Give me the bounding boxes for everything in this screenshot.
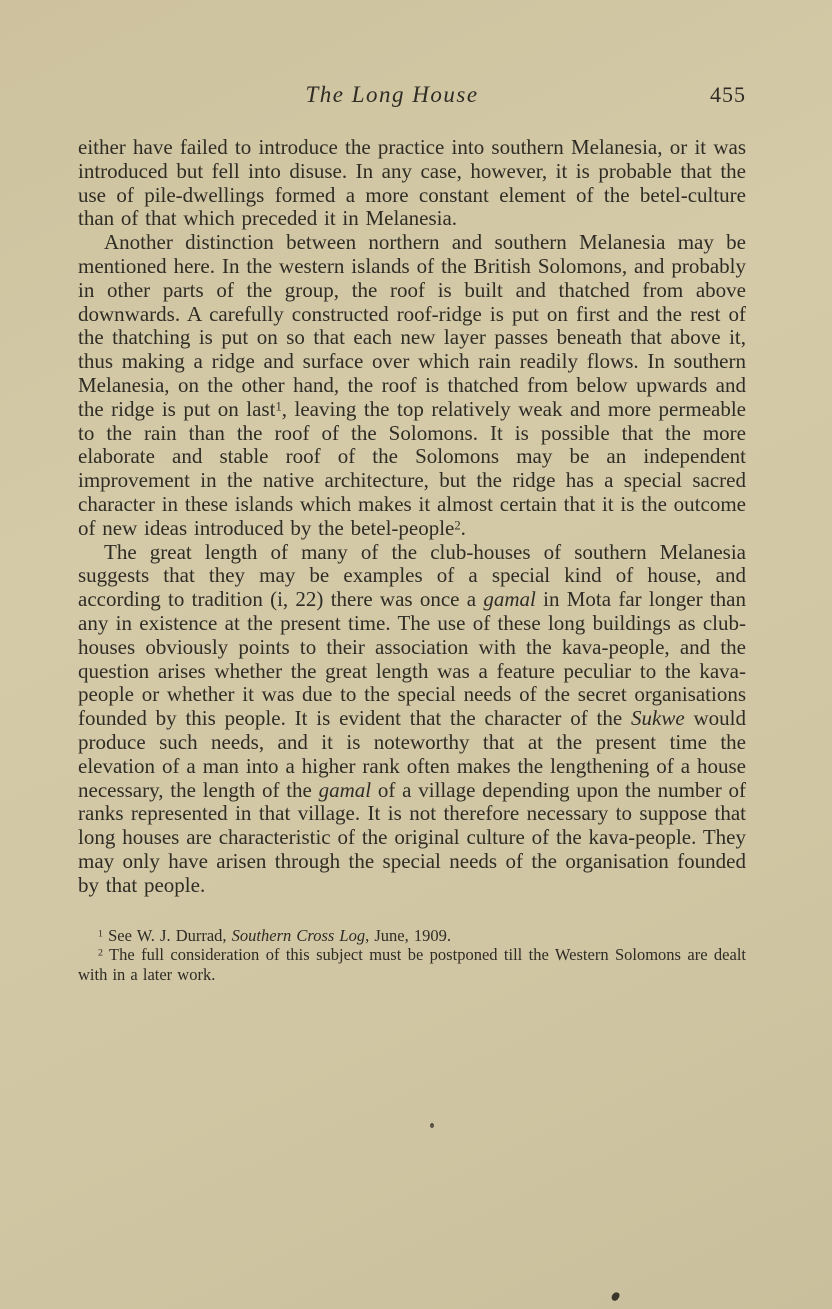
italic-term-sukwe: Sukwe (631, 706, 685, 731)
footnote-2 (78, 945, 746, 985)
paragraph-1 (78, 136, 746, 231)
text-segment: would produce such needs, and it is noteworthy that at the present time the elevation of a man into a higher rank often makes the lengthening of a house necessary, the length of the (78, 706, 747, 802)
italic-title-southern-cross-log: Southern Cross Log (231, 925, 366, 945)
italic-term-gamal: gamal (483, 587, 536, 612)
text-segment: in Mota far longer than any in existence at the present time. The use of these long buildings as club-houses obviously points to their association with the kava-people, and the question arises whether the great length was a feature peculiar to the kava-people or whether it was due to the special needs of the secret organisations founded by this people. It is evident that the character of the (78, 587, 746, 731)
footnote-number-1: 1 (98, 928, 103, 940)
text-segment: of a village depending upon the number of ranks represented in that village. It is not therefore necessary to suppose that long houses are characteristic of the original culture of the kava-people. They may only have arisen through the special needs of the organisation founded by that people. (78, 777, 746, 897)
footnote-marker-2: 2 (454, 518, 461, 533)
page-header (78, 82, 746, 112)
text-segment: , leaving the top relatively weak and more permeable to the rain than the roof of the Solomons. It is possible that the more elaborate and stable roof of the Solomons may be an independent improvement in the native architecture, but the ridge has a special sacred character in these islands which makes it almost certain that it is the outcome of new ideas introduced by the betel-people (78, 396, 746, 540)
footnotes-section (78, 926, 746, 985)
footnote-1 (78, 926, 746, 946)
paragraph-3 (78, 541, 746, 898)
running-title: The Long House (305, 82, 479, 107)
scan-speck (430, 1123, 434, 1128)
text-segment: The great length of many of the club-houses of southern Melanesia suggests that they may be examples of a special kind of house, and according to tradition (i, 22) there was once a (78, 539, 746, 612)
page-number: 455 (710, 82, 746, 107)
italic-term-gamal: gamal (318, 777, 372, 802)
body-text (78, 136, 746, 898)
text-segment: The full consideration of this subject must be postponed till the Western Solomons are dealt with in a later work. (78, 945, 746, 985)
text-segment: , June, 1909. (365, 925, 451, 945)
text-segment: either have failed to introduce the practice into southern Melanesia, or it was introduced but fell into disuse. In any case, however, it is probable that the use of pile-dwellings formed a more constant element of the betel-culture than of that which preceded it in Melanesia. (78, 135, 746, 231)
footnote-marker-1: 1 (275, 399, 282, 414)
text-segment: . (460, 515, 466, 540)
footnote-number-2: 2 (98, 947, 103, 959)
paragraph-2 (78, 231, 746, 540)
text-segment: Another distinction between northern and southern Melanesia may be mentioned here. In the western islands of the British Solomons, and probably in other parts of the group, the roof is built and thatched from above downwards. A carefully constructed roof-ridge is put on first and the rest of the thatching is put on so that each new layer passes beneath that above it, thus making a ridge and surface over which rain readily flows. In southern Melanesia, on the other hand, the roof is thatched from below upwards and the ridge is put on last (78, 230, 746, 421)
scan-speck (610, 1291, 620, 1302)
text-segment: See W. J. Durrad, (102, 925, 232, 945)
